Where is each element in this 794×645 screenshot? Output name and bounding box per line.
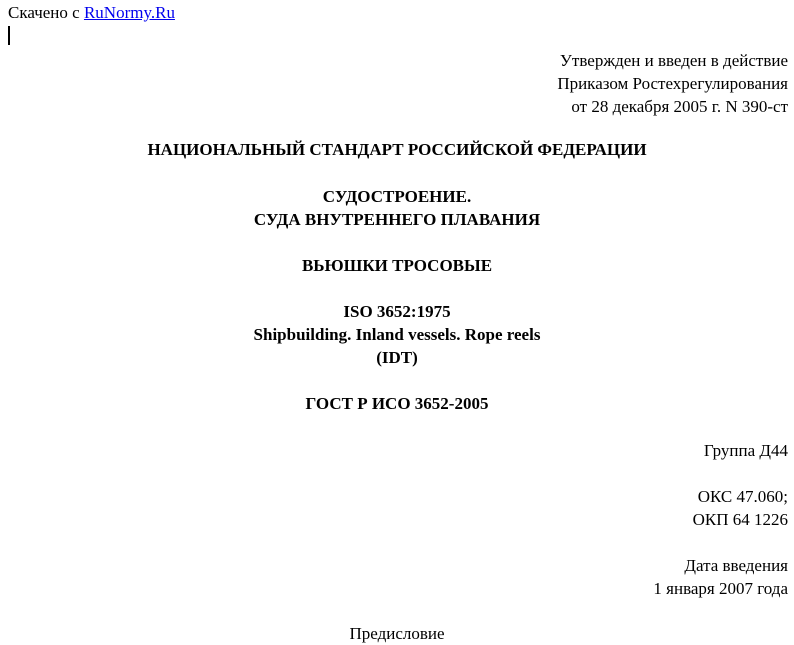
iso-reference: [0, 300, 794, 369]
standard-title: [0, 185, 794, 231]
iso-relation: (IDT): [376, 348, 418, 367]
approval-line-2: Приказом Ростехрегулирования: [557, 74, 788, 93]
introduction-date: 1 января 2007 года: [653, 579, 788, 598]
source-line: [8, 3, 175, 23]
iso-code: ISO 3652:1975: [343, 302, 451, 321]
approval-block: [557, 49, 788, 118]
approval-line-3: от 28 декабря 2005 г. N 390-ст: [571, 97, 788, 116]
classification-codes: [693, 485, 788, 531]
standard-title-line-2: СУДА ВНУТРЕННЕГО ПЛАВАНИЯ: [253, 210, 541, 229]
classification-group: Группа Д44: [703, 441, 788, 460]
oks-code: ОКС 47.060;: [697, 487, 788, 506]
standard-title-line-1: СУДОСТРОЕНИЕ.: [322, 187, 472, 206]
introduction-date-block: [653, 554, 788, 600]
approval-line-1: Утвержден и введен в действие: [559, 51, 788, 70]
source-link[interactable]: RuNormy.Ru: [83, 3, 175, 22]
downloaded-prefix: Скачено с: [8, 3, 80, 22]
introduction-label: Дата введения: [684, 556, 788, 575]
national-standard-title: НАЦИОНАЛЬНЫЙ СТАНДАРТ РОССИЙСКОЙ ФЕДЕРАЦИИ: [147, 140, 647, 159]
gost-code: ГОСТ Р ИСО 3652-2005: [305, 394, 489, 413]
text-cursor: [8, 26, 10, 45]
standard-subject: ВЬЮШКИ ТРОСОВЫЕ: [301, 256, 493, 275]
preface-heading: Предисловие: [349, 624, 445, 643]
iso-title: Shipbuilding. Inland vessels. Rope reels: [253, 325, 541, 344]
okp-code: ОКП 64 1226: [692, 510, 788, 529]
